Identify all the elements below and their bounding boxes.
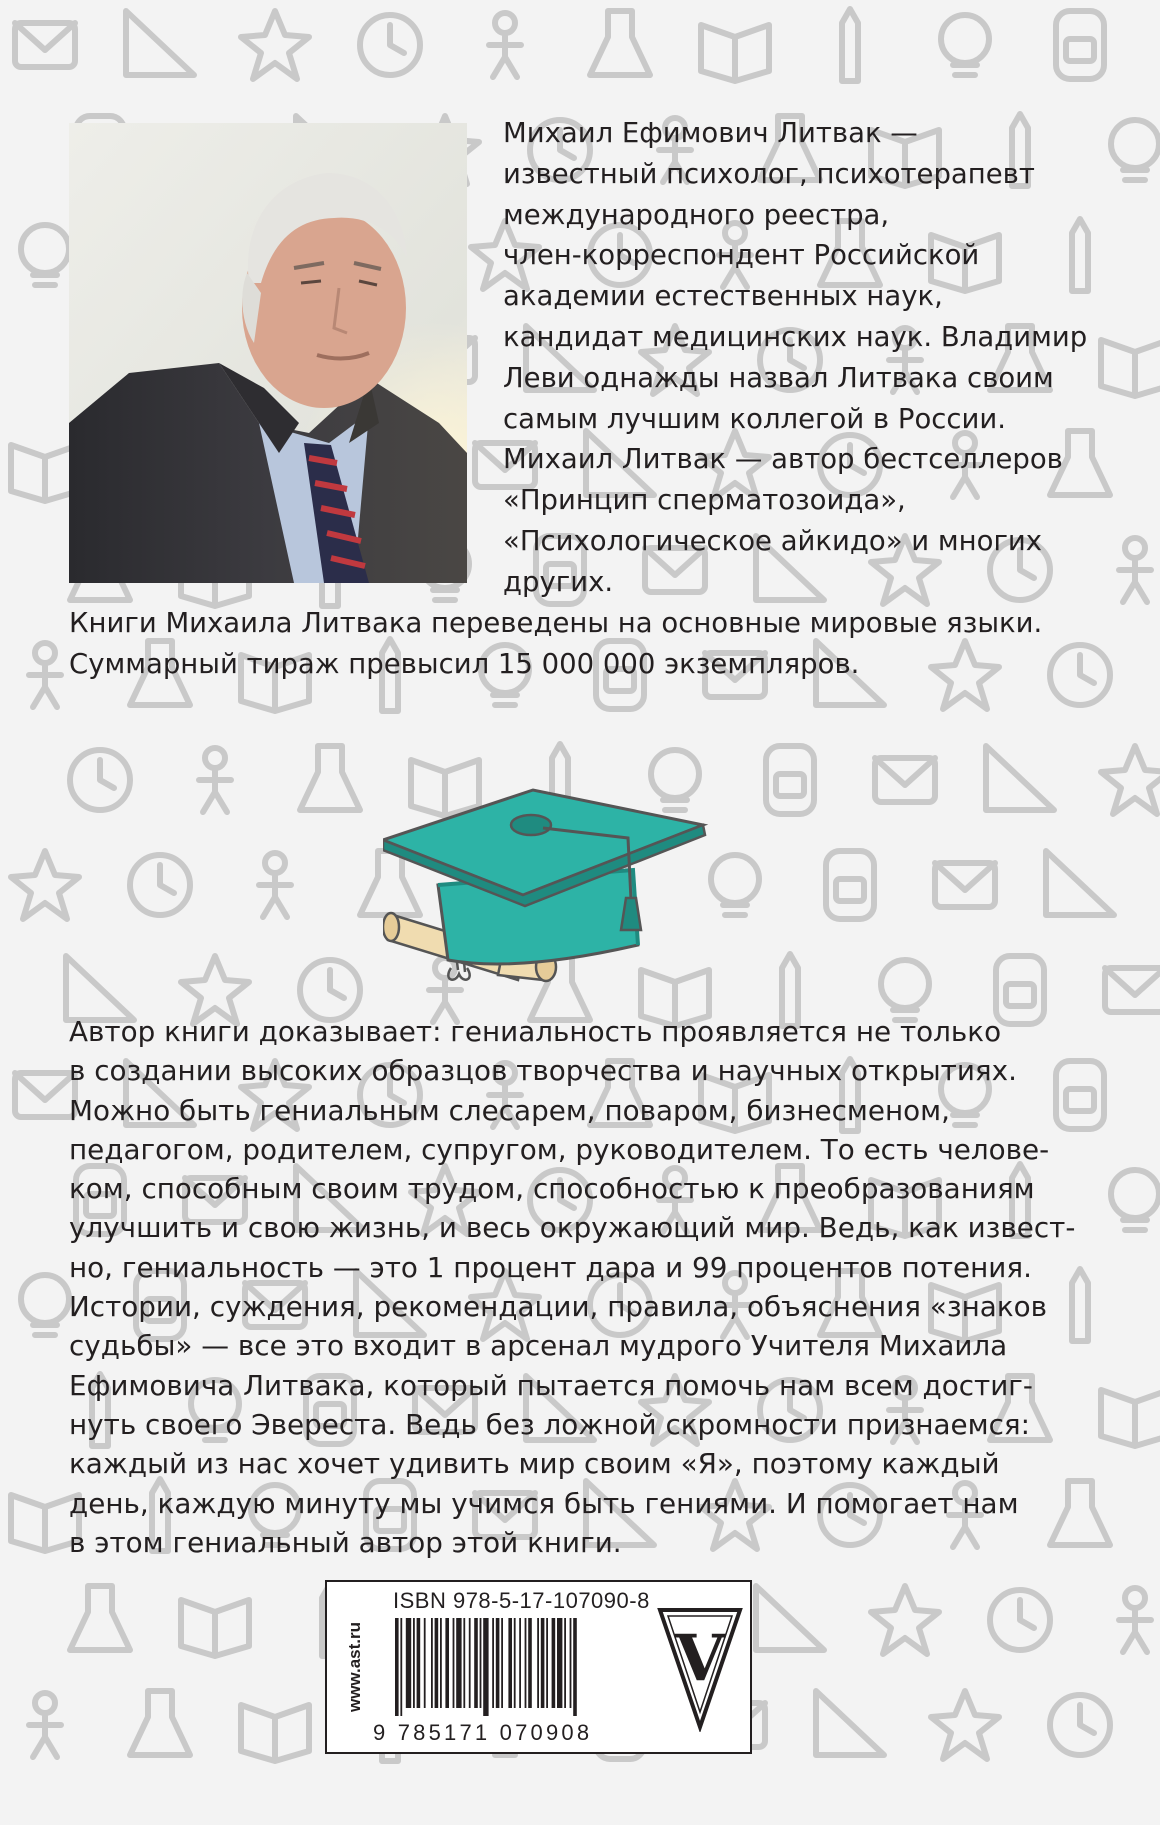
bio-line: академии естественных наук, <box>503 280 943 313</box>
bio-line: известный психолог, психотерапевт <box>503 157 1035 190</box>
description-line: Автор книги доказывает: гениальность проявляется не только <box>69 1015 1002 1048</box>
books-info-line: Суммарный тираж превысил 15 000 000 экземпляров. <box>69 647 860 680</box>
graduation-cap-icon <box>383 780 713 985</box>
bio-line: Леви однажды назвал Литвака своим <box>503 361 1054 394</box>
barcode-icon <box>393 1618 638 1716</box>
description-line: в этом гениальный автор этой книги. <box>69 1525 622 1559</box>
description-line: улучшить и свою жизнь, и весь окружающий мир. Ведь, как извест- <box>69 1211 1076 1245</box>
description-line: Ефимовича Литвака, который пытается помочь нам всем достиг- <box>69 1368 1033 1402</box>
books-info-line: Книги Михаила Литвака переведены на основные мировые языки. <box>69 607 1043 639</box>
isbn-label: ISBN 978-5-17-107090-8 <box>393 1588 650 1613</box>
books-info <box>69 603 1129 685</box>
bio-line: международного реестра, <box>503 198 890 231</box>
description-line: ком, способным своим трудом, способностью к преобразованиям <box>69 1172 1035 1206</box>
description-line: судьбы» — все это входит в арсенал мудрого Учителя Михаила <box>69 1329 1008 1363</box>
description-line: день, каждую минуту мы учимся быть гениями. И помогает нам <box>69 1486 1019 1520</box>
bio-line: «Принцип сперматозоида», <box>503 484 906 517</box>
description-line: Истории, суждения, рекомендации, правила, объяснения «знаков <box>69 1290 1048 1324</box>
description-line: педагогом, родителем, супругом, руководителем. То есть челове- <box>69 1132 1050 1166</box>
barcode-digits: 9 785171 070908 <box>373 1720 593 1745</box>
bio-line: Михаил Литвак — автор бестселлеров <box>503 443 1063 476</box>
bio-line: кандидат медицинских наук. Владимир <box>503 320 1088 353</box>
author-photo <box>69 123 467 583</box>
publisher-logo-letter: V <box>675 1621 725 1696</box>
description-line: Можно быть гениальным слесарем, поваром, бизнесменом, <box>69 1093 950 1127</box>
bio-line: Михаил Ефимович Литвак — <box>503 117 918 149</box>
description-line: каждый из нас хочет удивить мир своим «Я», поэтому каждый <box>69 1447 1000 1481</box>
bio-line: член-корреспондент Российской <box>503 239 980 272</box>
description-line: в создании высоких образцов творчества и научных открытиях. <box>69 1054 1017 1088</box>
isbn-block <box>325 1580 752 1754</box>
description-line: но, гениальность — это 1 процент дара и 99 процентов потения. <box>69 1250 1032 1284</box>
bio-line: других. <box>503 565 614 598</box>
bio-line: «Психологическое айкидо» и многих <box>503 524 1043 557</box>
book-description <box>69 1012 1109 1562</box>
publisher-logo-icon <box>657 1602 743 1732</box>
description-line: нуть своего Эвереста. Ведь без ложной скромности признаемся: <box>69 1407 1031 1441</box>
bio-line: самым лучшим коллегой в России. <box>503 402 1007 435</box>
author-bio <box>503 113 1143 603</box>
website-url[interactable]: www.ast.ru <box>345 1621 364 1713</box>
